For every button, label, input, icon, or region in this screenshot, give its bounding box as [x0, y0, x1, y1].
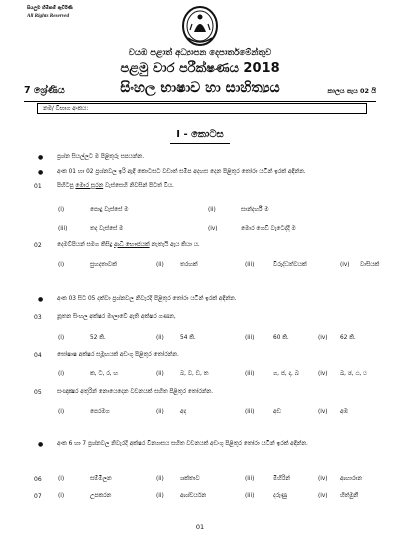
option-text[interactable]: තද වැස්සේ ම: [90, 226, 124, 232]
question-1-text: [57, 182, 174, 190]
option-text[interactable]: 52 කි.: [90, 335, 106, 341]
option-label: (iv): [340, 262, 350, 268]
question-text: වැස්සෙහි නිවසින් පිටත් විය.: [103, 183, 174, 189]
question-number: 06: [34, 476, 42, 483]
option-label: (iii): [245, 371, 255, 377]
bullet-icon: ●: [38, 154, 44, 161]
option-text[interactable]: පොදු වැස්සේ ම: [90, 207, 129, 213]
option-label: (iii): [245, 262, 255, 268]
option-label: (iii): [245, 476, 255, 482]
option-label: (iii): [58, 226, 68, 232]
underlined-phrase: මොර සුරන: [75, 183, 104, 189]
option-text[interactable]: මොර ගෙඩි වැටෙද්දී ම: [241, 226, 296, 232]
option-label: (iv): [318, 371, 328, 377]
option-text[interactable]: 60 කි.: [273, 335, 289, 341]
header-divider: [24, 101, 376, 102]
option-label: (iv): [318, 335, 328, 341]
question-number: 03: [34, 314, 42, 321]
copyright-sinhala: සියලුම හිමිකම් ඇවිරිණි: [27, 6, 73, 11]
exam-title: පළමු වාර පරීක්ෂණය 2018: [120, 61, 280, 76]
option-text[interactable]: ශක්තාව: [180, 476, 200, 482]
section-title: I - කොටස: [176, 129, 224, 140]
option-text[interactable]: හිත්මුනී: [340, 493, 359, 499]
question-number: 01: [34, 183, 42, 190]
option-label: (iii): [245, 409, 255, 415]
subject-title: සිංහල භාෂාව හා සාහිත්‍යය: [120, 80, 280, 96]
option-label: (iv): [318, 493, 328, 499]
question-number: 05: [34, 389, 42, 396]
provincial-emblem-icon: [180, 4, 220, 48]
duration-label: කාලය පැය 02 යි: [327, 87, 376, 95]
name-index-field[interactable]: [37, 103, 367, 114]
option-text[interactable]: ග, ජ, ද, බ: [273, 371, 299, 377]
option-label: (ii): [156, 262, 164, 268]
option-text[interactable]: සුහදතාවක්: [90, 262, 117, 268]
question-text: ඝෝෂාෂ අක්ෂර සමූහයක් අඩංගු පිළිතුර තෝරන්න.: [57, 352, 179, 358]
bullet-icon: ●: [38, 441, 44, 448]
page-number: 01: [195, 523, 205, 531]
group-instruction: අංක 6 හා 7 ප්‍රශ්නවල නිවැරදි අක්ෂර වින්‍යාසය සහිත වචනයක් අඩංගු පිළිතුර තෝරා යටින් ඉරක් අඳින්න.: [57, 441, 308, 447]
option-label: (i): [58, 409, 65, 415]
option-text[interactable]: මිහිරින්: [273, 476, 290, 482]
instruction-1: ප්‍රශ්න සියල්ලට ම පිළිතුරු සපයන්න.: [57, 154, 145, 160]
option-label: (iv): [208, 226, 218, 232]
option-text[interactable]: වාසියක්: [360, 262, 380, 268]
option-label: (i): [58, 335, 65, 341]
option-text[interactable]: ක, ට, ර, හ: [90, 371, 118, 377]
option-label: (iv): [318, 476, 328, 482]
question-text: නැතැයි ඇය කියා ය.: [149, 242, 200, 248]
question-text: දෙමව්පියන් සමග කිසිදු: [57, 242, 115, 248]
instruction-2: අංක 01 හා 02 ප්‍රශ්නවල ඉරි ඇඳි කොටසට වඩාත් සමීප අදහස දෙන පිළිතුර තෝරා යටින් ඉරක් අඳින්න.: [57, 169, 306, 175]
copyright-english: All Rights Reserved: [27, 12, 70, 19]
question-text: පිහිටපු: [57, 183, 76, 189]
option-text[interactable]: සාන්දර්හී ම: [241, 207, 269, 213]
option-label: (i): [58, 476, 65, 482]
option-text[interactable]: උපකරන: [90, 493, 112, 499]
option-text[interactable]: 62 කි.: [340, 335, 356, 341]
copyright-notice: [27, 6, 73, 19]
option-label: (ii): [156, 335, 164, 341]
option-label: (ii): [208, 207, 216, 213]
option-label: (iii): [245, 493, 255, 499]
underlined-phrase: ආධී භෞජයක්: [114, 242, 150, 248]
option-text[interactable]: අද: [180, 409, 187, 415]
name-index-label: නම/ විභාග අංකය:: [43, 106, 89, 112]
bullet-icon: ●: [38, 169, 44, 176]
department-name: වයඹ පළාත් අධ්‍යාපන දෙපාර්තමේන්තුව: [128, 48, 272, 58]
question-text: සංඥාක්‍ෂර අතුරින් නොයෙදෙන වචනයක් සහිත පිළිතුර තෝරන්න.: [57, 389, 214, 395]
option-label: (ii): [156, 409, 164, 415]
option-text[interactable]: දරුණු: [273, 493, 287, 499]
option-text[interactable]: ආශ්චර්යන: [180, 493, 207, 499]
grade-label: 7 ශ්‍රේණිය: [24, 85, 65, 96]
option-text[interactable]: අඩ: [273, 409, 281, 415]
question-text: නූතන සිංහල අක්ෂර මාලාවේ ඇති අක්ෂර ගණන,: [57, 314, 176, 320]
option-text[interactable]: බ, ව, ඩ, ත: [180, 371, 209, 377]
option-text[interactable]: අඹ: [340, 409, 348, 415]
option-label: (iv): [318, 409, 328, 415]
question-number: 02: [34, 242, 42, 249]
option-label: (i): [58, 207, 65, 213]
option-text[interactable]: සම්මිලන: [90, 476, 112, 482]
option-text[interactable]: විරුද්ධත්වයක්: [273, 262, 307, 268]
option-label: (i): [58, 493, 65, 499]
option-text[interactable]: තරහක්: [180, 262, 198, 268]
option-text[interactable]: 54 කි.: [180, 335, 196, 341]
option-label: (ii): [156, 493, 164, 499]
option-text[interactable]: ඛ, ඡ, ඨ, ථ: [340, 371, 367, 377]
section-divider: [170, 143, 230, 144]
question-number: 04: [34, 352, 42, 359]
question-2-text: [57, 241, 200, 249]
option-label: (ii): [156, 371, 164, 377]
option-text[interactable]: පෙරමග: [90, 409, 110, 415]
option-label: (iii): [245, 335, 255, 341]
group-instruction: අංක 03 සිට 05 දක්වා ප්‍රශ්නවල නිවැරදි පිළිතුර තෝරා යටින් ඉරක් අඳින්න.: [57, 296, 237, 302]
option-label: (i): [58, 371, 65, 377]
option-label: (i): [58, 262, 65, 268]
bullet-icon: ●: [38, 296, 44, 303]
option-text[interactable]: ආහාරාන: [340, 476, 362, 482]
question-number: 07: [34, 493, 42, 500]
option-label: (ii): [156, 476, 164, 482]
